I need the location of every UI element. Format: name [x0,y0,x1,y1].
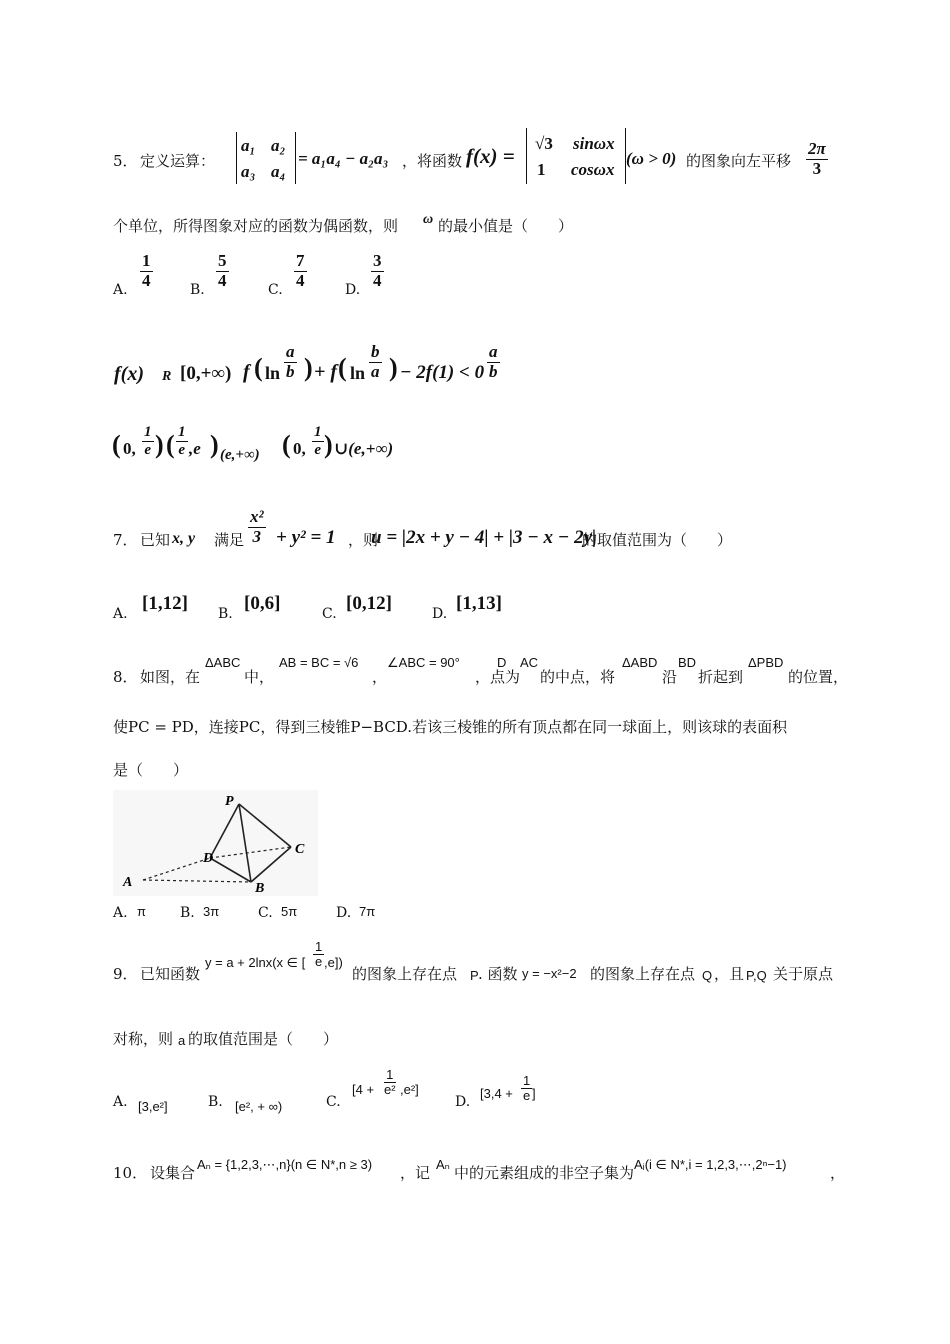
q5-definition-result: = a₁a₄ − a₂a₃ [298,149,389,168]
q6-optB-paren-open: ( [166,430,175,459]
q7-ellipse-tail: + y² = 1 [276,527,336,548]
q9-option-c-value: [4 + [352,1082,375,1097]
q9-option-d-value: [3,4 + [480,1086,513,1101]
q9-option-d-label: D. [455,1094,471,1110]
q8-option-a-label: A. [113,905,128,921]
q8-triangle-abd: ΔABD [622,655,658,670]
q8-triangle-pbd: ΔPBD [748,655,784,670]
q7-ellipse-frac: $\frac{\text{x²}}{3}$ [250,507,264,546]
q9-option-a-label: A. [113,1094,128,1110]
det-a1: a₁ [241,136,256,155]
q9-function-y: y = a + 2lnx(x ∈ [ [205,955,306,970]
q8-text-6: 的中点，将 [540,668,616,686]
label-d: D [203,851,214,866]
q5-option-a-label: A. [113,282,128,298]
q9-option-b-label: B. [208,1094,223,1110]
q9-pq: P,Q [746,968,767,983]
q6-optD-frac: $\frac{1}{e}$ [314,424,322,458]
q9-text-3: . 函数 [478,965,518,983]
q6-optA-paren-close: ) [155,430,164,459]
q9-point-p: P [470,968,479,983]
q6-ln1: ln [265,363,281,383]
q6-optD-paren-open: ( [282,430,291,459]
q5-shift-fraction: $\frac{2\pi}{3}$ [808,139,826,178]
q6-frac-ab: $\frac{a}{b}$ [286,342,295,381]
q8-option-d-value: 7π [359,904,376,919]
q7-option-b-label: B. [218,606,233,622]
q7-text-then: ，则 [348,531,379,549]
q7-text-range: 的取值范围为（ ） [582,531,733,549]
q9-function-tail: ,e]) [324,955,343,970]
q6-paren-close-2: ) [389,353,398,382]
label-c: C [295,842,305,857]
q8-option-d-label: D. [336,905,352,921]
q6-optA-left: 0, [123,439,136,458]
det2-one: 1 [537,160,546,179]
q8-text-4: ，点 [475,668,506,686]
q5-omega-symbol: ω [423,212,434,227]
det2-sqrt3: √3 [535,134,553,153]
q5-option-d-label: D. [345,282,361,298]
q9-option-a-value: [3,e²] [138,1099,168,1114]
q7-option-c-label: C. [322,606,337,622]
q9-text-2: 的图象上存在点 [352,965,458,983]
q9-option-d-frac: $\frac{1}{e}$ [523,1073,531,1104]
q7-option-b-value: [0,6] [244,593,281,614]
q10-set-an: Aₙ = {1,2,3,⋯,n}(n ∈ N*,n ≥ 3) [197,1157,373,1172]
q8-line3: 是（ ） [113,761,189,779]
q8-text-8: 折起到 [698,668,744,686]
q6-paren-close-1: ) [304,353,313,382]
q9-text-5: ，且 [714,965,745,983]
det-a2: a₂ [271,136,286,155]
q7-xy: x, y [172,530,196,547]
q6-ratio-ab: $\frac{a}{b}$ [489,342,498,381]
q5-omega-condition: (ω > 0) [626,149,677,168]
q6-optB-right: ,e [189,439,201,458]
q5-text-shift: 的图象向左平移 [686,152,792,170]
q6-optB-paren-close: ) [210,430,219,459]
det-a3: a₃ [241,162,256,181]
q7-text-satisfy: 满足 [214,531,245,549]
q5-fx: f(x) = [466,144,515,168]
q8-text-2: 中， [244,668,275,686]
q8-text-5: 为 [505,668,521,686]
q6-ln2: ln [350,363,366,383]
q6-interval: [0,+∞) [180,363,232,384]
q5-text-define: 定义运算： [140,152,216,170]
q9-text-1: 已知函数 [140,965,201,983]
q8-tetrahedron-figure [113,790,318,896]
q6-inequality-tail: − 2f(1) < 0 [400,362,485,383]
q8-bd: BD [678,655,697,670]
q8-option-b-label: B. [180,905,195,921]
q6-optC: (e,+∞) [220,447,260,463]
q5-option-a-value: $\frac{1}{4}$ [142,251,151,290]
q8-line2: 使PC = PD，连接PC，得到三棱锥P−BCD.若该三棱锥的所有顶点都在同一球面上，则该球的表面积 [113,718,788,736]
q9-line2-text: 对称，则 [113,1030,174,1048]
q6-R: R [162,369,172,384]
q6-optD-left: 0, [293,439,306,458]
q5-option-c-value: $\frac{7}{4}$ [296,251,305,290]
q9-text-4: 的图象上存在点 [590,965,696,983]
q7-u-expression: u = |2x + y − 4| + |3 − x − 2y| [371,527,597,548]
q9-number: 9． [113,965,138,983]
q6-frac-ba: $\frac{b}{a}$ [371,342,380,381]
q9-text-6: 关于原点 [773,965,834,983]
q8-ab-bc: AB = BC = √6 [279,655,359,670]
q8-option-c-value: 5π [281,904,298,919]
q9-point-q: Q [702,968,713,983]
q7-option-d-value: [1,13] [456,593,502,614]
q8-option-a-value: π [137,904,146,919]
q8-text-3: ， [372,668,388,686]
q9-option-c-tail: ,e²] [400,1082,419,1097]
q10-text-3: 中的元素组成的非空子集为 [454,1164,635,1182]
q5-option-b-value: $\frac{5}{4}$ [218,251,227,290]
q6-plus-f: + f [314,361,338,383]
q6-fx: f(x) [114,363,144,385]
q5-option-d-value: $\frac{3}{4}$ [373,251,382,290]
q9-function-2: y = −x²−2 [522,966,577,981]
q8-point-d: D [497,655,507,670]
q7-option-d-label: D. [432,606,448,622]
label-a: A [123,875,133,890]
q7-option-a-value: [1,12] [142,593,188,614]
q8-text-7: 沿 [662,668,678,686]
q5-determinant-2 [526,128,626,184]
q8-text-9: 的位置， [788,668,849,686]
q10-an: Aₙ [436,1157,450,1172]
q5-number: 5． [113,152,138,170]
q8-angle-abc: ∠ABC = 90° [387,655,460,670]
q9-line2-tail: 的取值范围是（ ） [188,1030,339,1048]
q5-line2-text: 个单位，所得图象对应的函数为偶函数，则 [113,217,399,235]
q6-optA-paren-open: ( [112,430,121,459]
q8-number: 8． [113,668,138,686]
q6-optA-frac: $\frac{1}{e}$ [144,424,152,458]
q10-number: 10． [113,1164,148,1182]
q6-paren-open-1: ( [254,353,263,382]
q9-option-c-frac: $\frac{1}{\text{e²}}$ [384,1067,396,1098]
label-p: P [225,794,234,809]
q9-a: a [178,1033,186,1048]
det2-cos: cosωx [571,160,615,179]
q8-triangle-abc: ΔABC [205,655,241,670]
q7-number: 7． [113,531,138,549]
q6-paren-open-2: ( [338,353,347,382]
q9-function-frac: $\frac{1}{e}$ [315,939,323,970]
label-b: B [255,881,265,896]
det2-sin: sinωx [573,134,615,153]
q5-determinant-1 [236,132,296,184]
det-a4: a₄ [271,162,286,181]
q6-optD-right: ∪(e,+∞) [334,439,394,458]
q10-text-1: 设集合 [150,1164,196,1182]
q7-text-given: 已知 [140,531,171,549]
q6-f1: f [243,361,250,383]
q10-text-4: ， [830,1164,846,1182]
q10-text-2: ，记 [400,1164,431,1182]
q8-ac: AC [520,655,539,670]
q9-option-c-label: C. [326,1094,341,1110]
q6-optD-paren-close: ) [324,430,333,459]
q5-option-b-label: B. [190,282,205,298]
q5-option-c-label: C. [268,282,283,298]
q5-line2-tail: 的最小值是（ ） [438,217,574,235]
q9-option-d-tail: ] [532,1086,536,1101]
q10-subset-ai: Aᵢ(i ∈ N*,i = 1,2,3,⋯,2ⁿ−1) [634,1157,787,1172]
q8-option-c-label: C. [258,905,273,921]
q8-option-b-value: 3π [203,904,220,919]
q6-optB-frac: $\frac{1}{e}$ [178,424,186,458]
q8-text-1: 如图，在 [140,668,201,686]
q7-option-c-value: [0,12] [346,593,392,614]
q9-option-b-value: [e², + ∞) [235,1099,283,1114]
q5-text-function: ，将函数 [402,152,463,170]
q7-option-a-label: A. [113,606,128,622]
